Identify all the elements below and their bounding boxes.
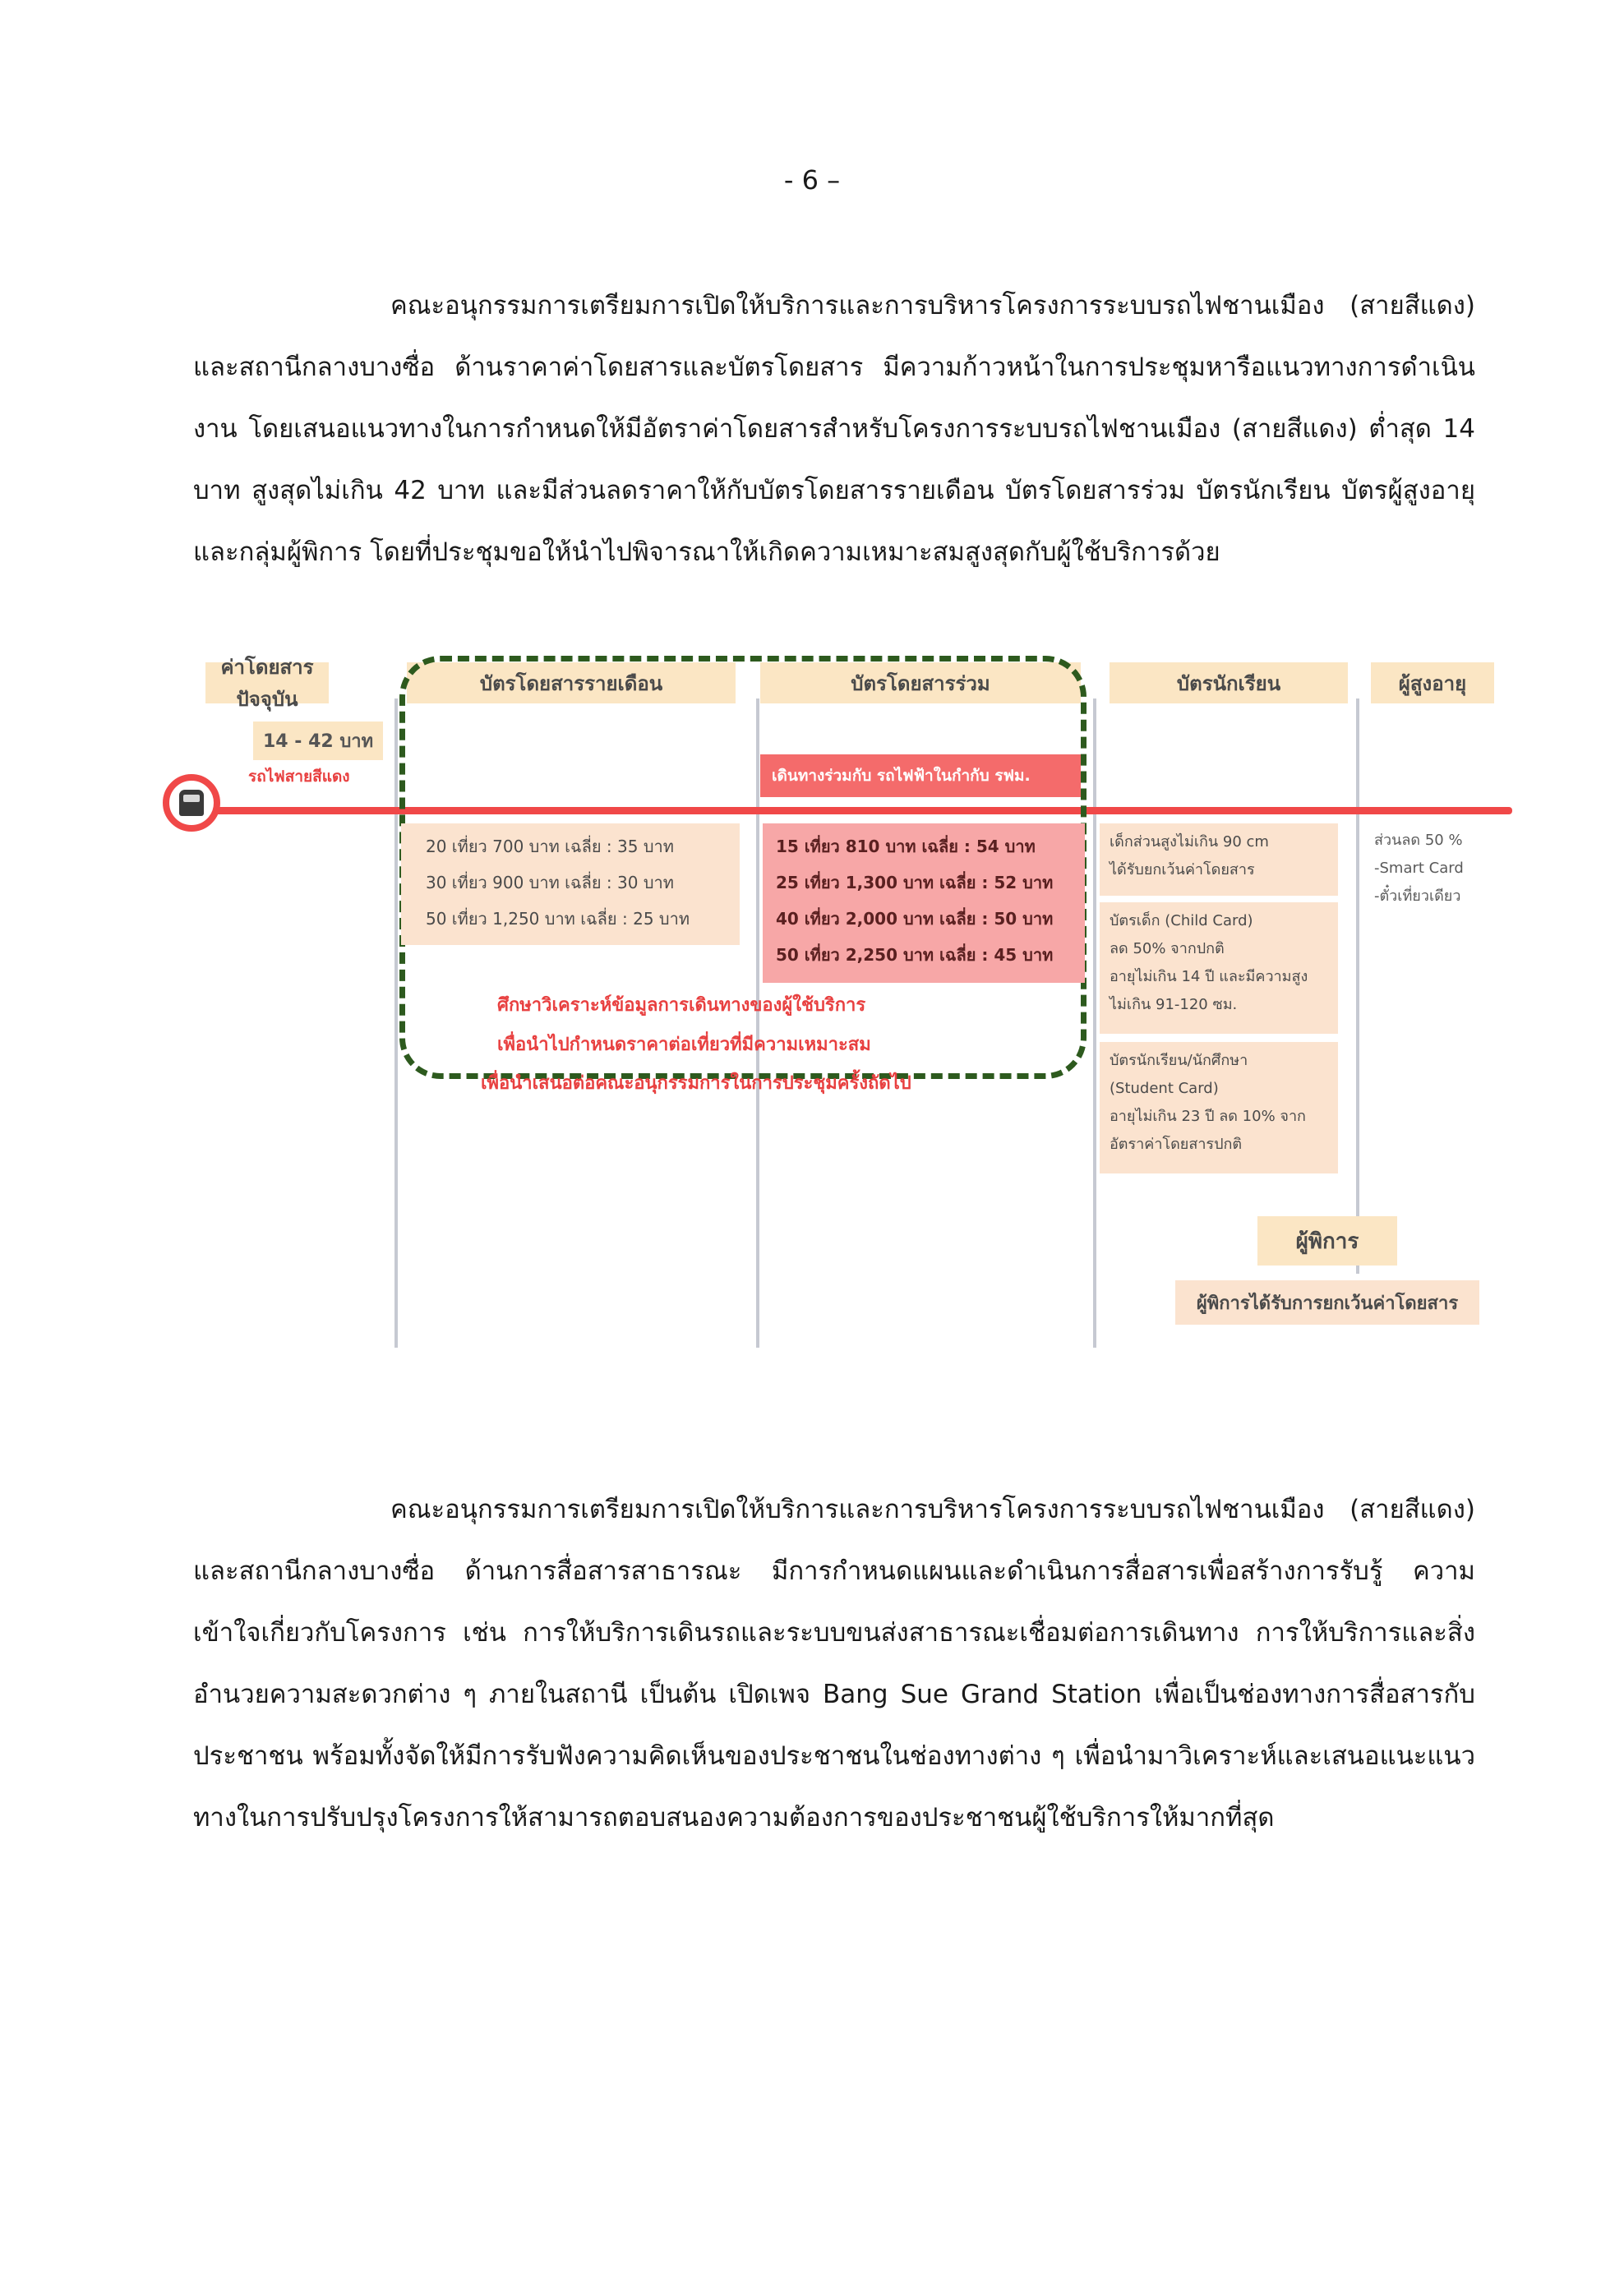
joint-row: 40 เที่ยว 2,000 บาท เฉลี่ย : 50 บาท (776, 909, 1054, 929)
joint-row: 15 เที่ยว 810 บาท เฉลี่ย : 54 บาท (776, 837, 1036, 856)
student-box-child-card (1100, 902, 1338, 1034)
student-box-line: ได้รับยกเว้นค่าโดยสาร (1110, 861, 1255, 878)
station-marker (163, 774, 220, 832)
student-box-line: ลด 50% จากปกติ (1110, 940, 1225, 957)
student-box-child-height (1100, 823, 1338, 896)
page-number: - 6 – (783, 164, 841, 196)
elderly-line: -Smart Card (1374, 860, 1464, 877)
header-elderly: ผู้สูงอายุ (1371, 662, 1494, 703)
fare-infographic (156, 649, 1512, 1356)
header-disabled: ผู้พิการ (1257, 1216, 1397, 1266)
train-icon (179, 790, 204, 816)
student-box-line: อายุไม่เกิน 14 ปี และมีความสูง (1110, 968, 1308, 985)
header-monthly-card: บัตรโดยสารรายเดือน (407, 662, 736, 703)
column-divider (1093, 698, 1096, 1348)
paragraph-fare-subcommittee: คณะอนุกรรมการเตรียมการเปิดให้บริการและการบริหารโครงการระบบรถไฟชานเมือง (สายสีแดง) และสถานีกลางบางซื่อ ด้านราคาค่าโดยสารและบัตรโดยสาร มีความก้าวหน้าในการประชุมหารือแนวทางการดำเนินงาน โดยเสนอแนวทางในการกำหนดให้มีอัตราค่าโดยสารสำหรับโครงการระบบรถไฟชานเมือง (สายสีแดง) ต่ำสุด 14 บาท สูงสุดไม่เกิน 42 บาท และมีส่วนลดราคาให้กับบัตรโดยสารรายเดือน บัตรโดยสารร่วม บัตรนักเรียน บัตรผู้สูงอายุ และกลุ่มผู้พิการ โดยที่ประชุมขอให้นำไปพิจารณาให้เกิดความเหมาะสมสูงสุดกับผู้ใช้บริการด้วย (193, 291, 1475, 567)
header-student-card: บัตรนักเรียน (1110, 662, 1348, 703)
header-joint-card: บัตรโดยสารร่วม (760, 662, 1081, 703)
paragraph-communication-subcommittee: คณะอนุกรรมการเตรียมการเปิดให้บริการและการบริหารโครงการระบบรถไฟชานเมือง (สายสีแดง) และสถานีกลางบางซื่อ ด้านการสื่อสารสาธารณะ มีการกำหนดแผนและดำเนินการสื่อสารเพื่อสร้างการรับรู้ ความเข้าใจเกี่ยวกับโครงการ เช่น การให้บริการเดินรถและระบบขนส่งสาธารณะเชื่อมต่อการเดินทาง การให้บริการและสิ่งอำนวยความสะดวกต่าง ๆ ภายในสถานี เป็นต้น เปิดเพจ Bang Sue Grand Station เพื่อเป็นช่องทางการสื่อสารกับประชาชน พร้อมทั้งจัดให้มีการรับฟังความคิดเห็นของประชาชนในช่องทางต่าง ๆ เพื่อนำมาวิเคราะห์และเสนอแนะแนวทางในการปรับปรุงโครงการให้สามารถตอบสนองความต้องการของประชาชนผู้ใช้บริการให้มากที่สุด (193, 1495, 1475, 1833)
student-box-line: อายุไม่เกิน 23 ปี ลด 10% จาก (1110, 1108, 1306, 1125)
student-box-line: บัตรเด็ก (Child Card) (1110, 912, 1253, 929)
student-box-line: อัตราค่าโดยสารปกติ (1110, 1136, 1243, 1153)
joint-row: 25 เที่ยว 1,300 บาท เฉลี่ย : 52 บาท (776, 873, 1054, 892)
current-line-label: รถไฟสายสีแดง (248, 768, 350, 786)
header-current-fare: ค่าโดยสารปัจจุบัน (205, 662, 329, 703)
monthly-row: 50 เที่ยว 1,250 บาท เฉลี่ย : 25 บาท (426, 909, 690, 929)
disabled-note: ผู้พิการได้รับการยกเว้นค่าโดยสาร (1175, 1280, 1479, 1325)
student-box-line: เด็กส่วนสูงไม่เกิน 90 cm (1110, 833, 1269, 851)
elderly-box (1364, 822, 1504, 920)
current-fare-value: 14 - 42 บาท (253, 722, 383, 760)
joint-card-banner: เดินทางร่วมกับ รถไฟฟ้าในกำกับ รฟม. (760, 754, 1081, 797)
joint-card-box (763, 823, 1085, 983)
elderly-line: ส่วนลด 50 % (1374, 832, 1463, 849)
elderly-line: -ตั๋วเที่ยวเดียว (1374, 888, 1461, 905)
study-line: ศึกษาวิเคราะห์ข้อมูลการเดินทางของผู้ใช้บริการ (497, 995, 866, 1016)
study-note-follow: เพื่อนำเสนอต่อคณะอนุกรรมการในการประชุมครั้งถัดไป (481, 1073, 911, 1094)
student-box-student-card (1100, 1042, 1338, 1173)
column-divider (394, 698, 398, 1348)
student-box-line: (Student Card) (1110, 1080, 1219, 1097)
monthly-row: 30 เที่ยว 900 บาท เฉลี่ย : 30 บาท (426, 873, 674, 892)
study-line: เพื่อนำไปกำหนดราคาต่อเที่ยวที่มีความเหมาะสม (497, 1035, 871, 1055)
column-divider (1356, 698, 1359, 1274)
joint-row: 50 เที่ยว 2,250 บาท เฉลี่ย : 45 บาท (776, 945, 1054, 965)
student-box-line: บัตรนักเรียน/นักศึกษา (1110, 1052, 1248, 1069)
monthly-row: 20 เที่ยว 700 บาท เฉลี่ย : 35 บาท (426, 837, 674, 856)
study-note (497, 986, 871, 1065)
student-box-line: ไม่เกิน 91-120 ซม. (1110, 996, 1238, 1013)
monthly-card-box (401, 823, 740, 945)
